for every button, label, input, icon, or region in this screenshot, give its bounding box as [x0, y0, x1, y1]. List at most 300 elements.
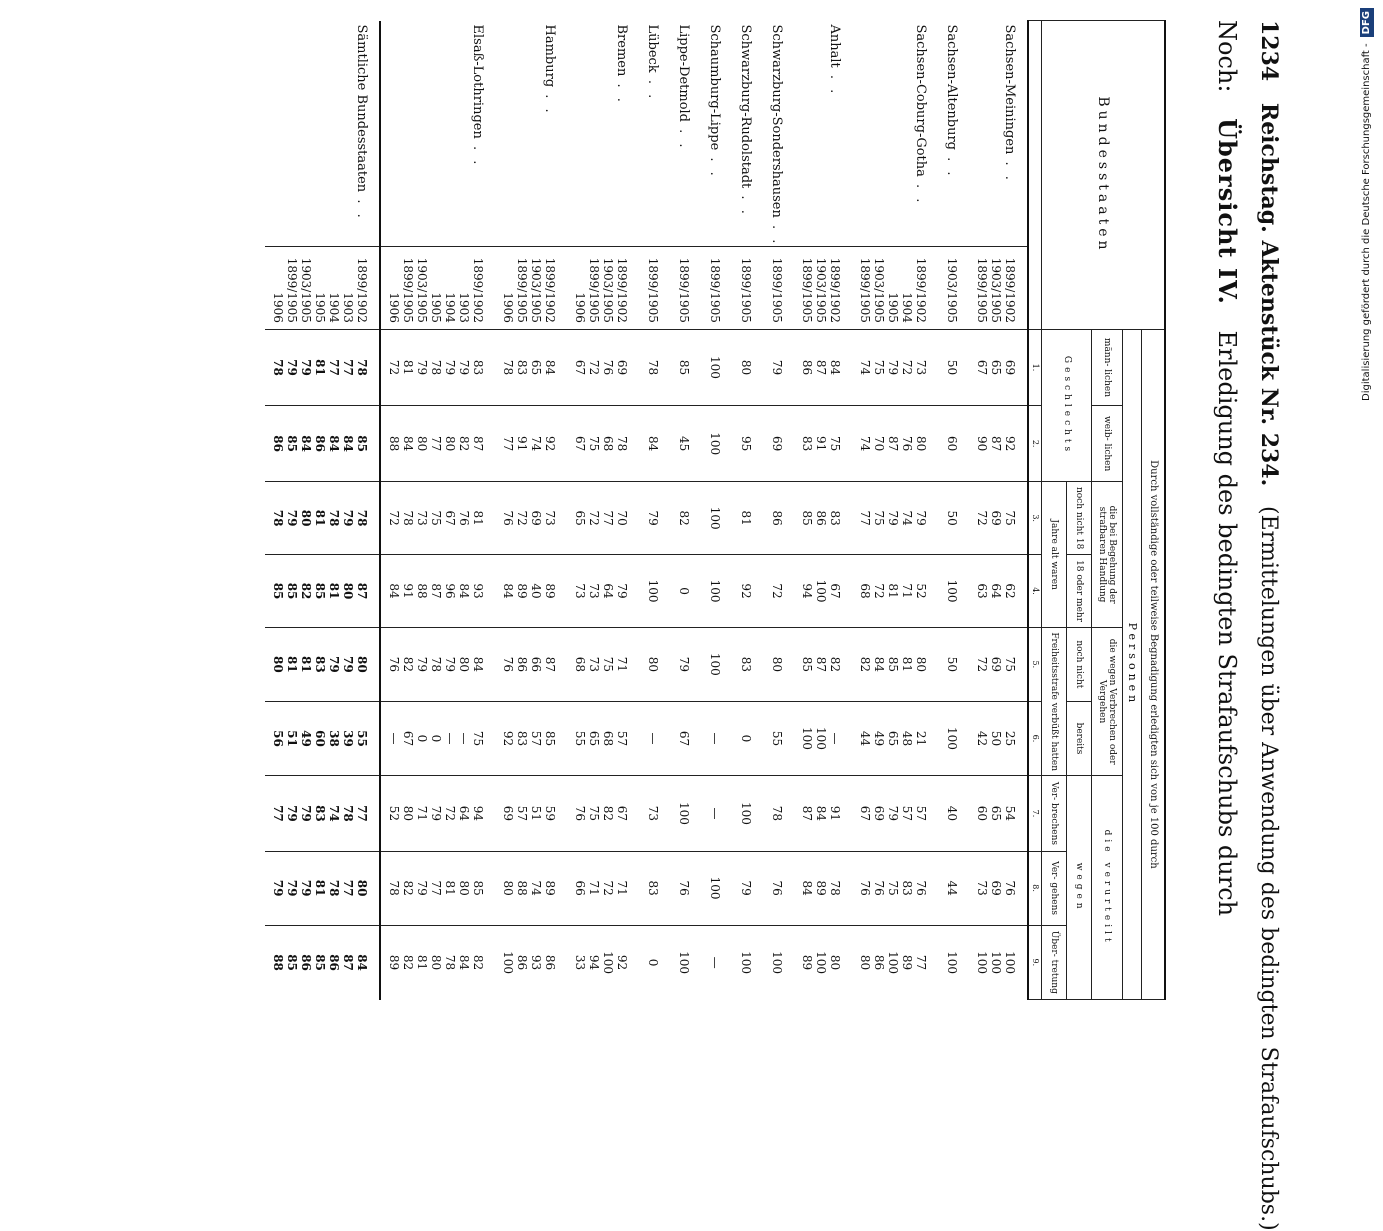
value-cell: [670, 776, 701, 851]
column-number: 5.: [1028, 628, 1042, 702]
value: 44: [858, 730, 872, 747]
year-label: 1899/1905: [800, 257, 814, 323]
value-cell: [938, 925, 969, 999]
value: 40: [529, 583, 543, 599]
value-cell: [639, 329, 670, 405]
value: 67: [573, 436, 587, 452]
value-cell: [639, 851, 670, 925]
value: 77: [429, 880, 443, 896]
value: 84: [387, 583, 401, 599]
value-cell: [670, 406, 701, 482]
state-label: Sämtliche Bundesstaaten: [354, 24, 369, 193]
value: 49: [872, 730, 886, 747]
value: 100: [814, 951, 828, 975]
value: 88: [415, 583, 429, 599]
value: 67: [975, 359, 989, 376]
value: 78: [429, 656, 443, 672]
value: 74: [900, 510, 914, 526]
header-wegen: wegen: [1067, 776, 1092, 1000]
value-cell: [567, 482, 639, 555]
column-number: 4.: [1028, 555, 1042, 628]
value: 86: [872, 954, 886, 971]
year-label: 1904: [900, 292, 914, 323]
value: 85: [285, 954, 299, 971]
value: 87: [814, 359, 828, 376]
value: 79: [615, 583, 629, 599]
value: 100: [975, 951, 989, 975]
value: 69: [989, 880, 1003, 896]
value: 86: [515, 954, 529, 971]
value: 64: [989, 583, 1003, 599]
value: 76: [573, 805, 587, 822]
year-label: 1904: [443, 292, 457, 323]
state-label: Schwarzburg-Sondershausen: [769, 24, 784, 218]
value-cell: [495, 406, 567, 482]
value: 80: [739, 359, 753, 376]
value: 86: [543, 954, 557, 971]
value: 78: [429, 359, 443, 376]
value-cell: [852, 776, 938, 851]
value: 72: [872, 583, 886, 599]
value: 86: [800, 359, 814, 376]
value: 78: [770, 805, 784, 822]
value-cell: [938, 776, 969, 851]
value: 77: [271, 805, 285, 822]
value: 84: [501, 583, 515, 599]
credit-strip: [1356, 8, 1378, 988]
value: 84: [828, 359, 842, 376]
value: 81: [285, 655, 299, 673]
header-line1: [1256, 20, 1282, 1231]
value-cell: [265, 555, 380, 628]
value: 87: [355, 582, 369, 600]
value: 79: [886, 510, 900, 526]
state-label: Lippe-Detmold: [676, 24, 691, 122]
value: 79: [770, 359, 784, 376]
value-cell: [969, 555, 1028, 628]
value-cell: [639, 406, 670, 482]
table-row: [794, 21, 852, 1000]
value: 81: [900, 656, 914, 672]
year-range: [265, 247, 380, 329]
value: 78: [271, 359, 285, 376]
header-maennlichen: männ- lichen: [1092, 329, 1123, 405]
value: 84: [457, 583, 471, 599]
value: 33: [573, 954, 587, 971]
value: 100: [1003, 951, 1017, 975]
value: 67: [677, 730, 691, 747]
year-label: 1899/1905: [646, 257, 660, 323]
value: 86: [770, 510, 784, 526]
year-range: [938, 247, 969, 329]
value: 73: [415, 510, 429, 526]
value-cell: [639, 482, 670, 555]
value: 89: [800, 954, 814, 971]
value: 79: [886, 359, 900, 376]
value: 75: [872, 510, 886, 526]
header-uebersicht: Übersicht IV.: [1213, 118, 1242, 305]
value: 79: [646, 510, 660, 526]
value: 57: [529, 730, 543, 747]
value-cell: [639, 925, 670, 999]
value: 100: [739, 801, 753, 825]
value: 94: [471, 805, 485, 822]
value: 84: [872, 656, 886, 672]
value-cell: [670, 628, 701, 702]
value: 89: [543, 583, 557, 599]
value: 80: [443, 436, 457, 452]
value-cell: [732, 701, 763, 776]
value: 72: [587, 510, 601, 526]
value: 71: [587, 880, 601, 896]
state-name: Schaumburg-Lippe . .: [707, 24, 722, 179]
value: 78: [327, 509, 341, 527]
value: 83: [646, 880, 660, 896]
value: 79: [429, 805, 443, 822]
value: 50: [945, 656, 959, 672]
value-cell: [380, 628, 495, 702]
year-label: 1899/1902: [355, 257, 369, 323]
header-jahre-alt: Jahre alt waren: [1042, 482, 1067, 628]
value-cell: [763, 925, 794, 999]
value-cell: [794, 406, 852, 482]
value-cell: [380, 406, 495, 482]
value: 85: [800, 510, 814, 526]
state-label: Sachsen-Coburg-Gotha: [913, 24, 928, 177]
value: 75: [429, 510, 443, 526]
value-cell: [701, 555, 732, 628]
value: 67: [401, 730, 415, 747]
value: 100: [708, 876, 722, 900]
value: 65: [989, 359, 1003, 376]
value: 77: [327, 359, 341, 376]
value-cell: [763, 701, 794, 776]
value-cell: [969, 925, 1028, 999]
value: 86: [313, 435, 327, 452]
value-cell: [265, 482, 380, 555]
value: 79: [914, 510, 928, 526]
value: 25: [1003, 730, 1017, 747]
value-cell: [938, 329, 969, 405]
value: 83: [515, 730, 529, 747]
value-cell: [495, 925, 567, 999]
header-durch: Durch vollständige oder teilweise Begnadigung erledigten sich von je 100 durch: [1142, 329, 1166, 999]
header-subject: (Ermittelungen über Anwendung des bedingten Strafaufschubs.): [1256, 506, 1281, 1231]
year-label: 1903: [457, 292, 471, 323]
value-cell: [732, 482, 763, 555]
value: 85: [800, 656, 814, 672]
value: 94: [587, 954, 601, 971]
value-cell: [670, 701, 701, 776]
value: 79: [341, 655, 355, 673]
value: 84: [355, 954, 369, 971]
value: 60: [945, 436, 959, 452]
year-label: 1899/1905: [858, 257, 872, 323]
value-cell: [495, 555, 567, 628]
value: 39: [341, 730, 355, 747]
value: 84: [471, 656, 485, 672]
value: 81: [313, 879, 327, 897]
value: 81: [886, 583, 900, 599]
value: 52: [387, 805, 401, 822]
value: 79: [299, 805, 313, 822]
value: 0: [429, 734, 443, 743]
value: 76: [770, 880, 784, 896]
value: 81: [443, 880, 457, 896]
year-range: [567, 247, 639, 329]
value: 87: [814, 656, 828, 672]
value: 79: [271, 879, 285, 897]
value: 73: [587, 583, 601, 599]
value-cell: [938, 555, 969, 628]
year-range: [852, 247, 938, 329]
value: 79: [299, 879, 313, 897]
state-name: Lippe-Detmold . .: [676, 24, 691, 151]
year-range: [701, 247, 732, 329]
header-noch-nicht-18: noch nicht 18: [1067, 482, 1092, 555]
state-name: Schwarzburg-Rudolstadt . .: [738, 24, 753, 217]
value-cell: [938, 406, 969, 482]
value: 78: [341, 805, 355, 822]
header-die-verurteilt: die verurteilt: [1092, 776, 1123, 1000]
column-number: 1.: [1028, 329, 1042, 405]
value: 72: [515, 510, 529, 526]
year-label: 1903/1905: [945, 257, 959, 323]
value: 100: [708, 579, 722, 603]
value: 76: [601, 359, 615, 376]
value: 84: [800, 880, 814, 896]
value: 87: [543, 656, 557, 672]
state-label: Elsaß-Lothringen: [470, 24, 485, 139]
value: 78: [501, 359, 515, 376]
value: 65: [886, 730, 900, 747]
value-cell: [701, 329, 732, 405]
column-number: 8.: [1028, 851, 1042, 925]
value: 51: [285, 730, 299, 747]
value: 82: [401, 656, 415, 672]
value-cell: [567, 555, 639, 628]
value: 75: [587, 436, 601, 452]
value: 68: [573, 656, 587, 672]
year-label: 1899/1905: [739, 257, 753, 323]
value: 100: [677, 951, 691, 975]
header-freiheitsstrafe: Freiheitsstrafe verbüßt hatten: [1042, 628, 1067, 776]
statistics-table: [265, 20, 1166, 1000]
table-row: [639, 21, 670, 1000]
value: 77: [355, 805, 369, 822]
value: 80: [429, 954, 443, 971]
header-bereits: bereits: [1067, 701, 1092, 776]
value-cell: [380, 776, 495, 851]
value: 67: [828, 583, 842, 599]
value: 73: [914, 359, 928, 376]
value: 73: [543, 510, 557, 526]
value: 75: [872, 359, 886, 376]
value: 77: [341, 359, 355, 376]
table-row: [732, 21, 763, 1000]
header-noch: Noch:: [1213, 20, 1241, 93]
value: 76: [387, 656, 401, 672]
value: 76: [457, 510, 471, 526]
table-row: [969, 21, 1028, 1000]
value: 66: [529, 656, 543, 672]
value: 72: [900, 359, 914, 376]
value-cell: [639, 701, 670, 776]
value: 55: [770, 730, 784, 747]
value: 69: [529, 510, 543, 526]
state-name: Bremen . .: [614, 24, 629, 105]
value: 80: [341, 582, 355, 600]
value: 75: [1003, 656, 1017, 672]
year-label: 1903/1905: [415, 257, 429, 323]
value: 80: [401, 805, 415, 822]
value: 69: [501, 805, 515, 822]
year-label: 1905: [313, 292, 327, 323]
value: 72: [387, 359, 401, 376]
value-cell: [380, 925, 495, 999]
value: 87: [471, 436, 485, 452]
value: 80: [415, 436, 429, 452]
value-cell: [732, 925, 763, 999]
value: 84: [457, 954, 471, 971]
value: 77: [914, 954, 928, 971]
table-row: [380, 21, 495, 1000]
year-label: 1904: [327, 292, 341, 323]
value: 68: [858, 583, 872, 599]
value: 75: [886, 880, 900, 896]
value: 74: [327, 805, 341, 822]
table-row: [567, 21, 639, 1000]
header-numbers-blank: [1028, 21, 1042, 330]
value: 100: [708, 652, 722, 676]
value: 77: [501, 436, 515, 452]
value: 93: [471, 583, 485, 599]
value: 79: [415, 880, 429, 896]
value: 79: [443, 656, 457, 672]
header-bundesstaaten: Bundesstaaten: [1042, 21, 1166, 330]
year-range: [670, 247, 701, 329]
value: 63: [975, 583, 989, 599]
year-label: 1906: [501, 292, 515, 323]
year-label: 1899/1905: [975, 257, 989, 323]
value-cell: [852, 329, 938, 405]
value: 69: [989, 656, 1003, 672]
value: 96: [443, 583, 457, 599]
value-cell: [495, 329, 567, 405]
value: 50: [945, 510, 959, 526]
value: 40: [945, 805, 959, 822]
year-label: 1903/1905: [601, 257, 615, 323]
table-row: [670, 21, 701, 1000]
value: 88: [271, 954, 285, 971]
value: 100: [814, 727, 828, 750]
header-uebertretung: Über- tretung: [1042, 925, 1067, 999]
value: 72: [770, 583, 784, 599]
value: 76: [900, 436, 914, 452]
value: 73: [646, 805, 660, 822]
page-header: [1202, 20, 1282, 1231]
value: 86: [814, 510, 828, 526]
value: —: [708, 807, 722, 820]
year-label: 1899/1902: [914, 257, 928, 323]
year-label: 1903/1905: [872, 257, 886, 323]
value-cell: [639, 776, 670, 851]
value: 88: [515, 880, 529, 896]
value: 79: [327, 655, 341, 673]
value: 83: [828, 510, 842, 526]
value: 76: [858, 880, 872, 896]
value: 60: [975, 805, 989, 822]
value: 67: [615, 805, 629, 822]
value: 79: [285, 359, 299, 376]
year-label: 1903/1905: [814, 257, 828, 323]
value: 77: [601, 510, 615, 526]
value-cell: [701, 406, 732, 482]
value: 79: [415, 656, 429, 672]
value: 45: [677, 436, 691, 452]
value: 52: [914, 583, 928, 599]
year-label: 1899/1905: [285, 257, 299, 323]
value: 83: [900, 880, 914, 896]
value: 92: [615, 954, 629, 971]
state-name: Schwarzburg-Sondershausen . .: [769, 24, 784, 247]
value: 57: [900, 805, 914, 822]
value: 76: [677, 880, 691, 896]
column-number: 6.: [1028, 701, 1042, 776]
column-number: 9.: [1028, 925, 1042, 999]
state-name: Sachsen-Coburg-Gotha . .: [913, 24, 928, 206]
value: 69: [615, 359, 629, 376]
value-cell: [732, 406, 763, 482]
state-label: Anhalt: [827, 24, 842, 68]
value: 72: [443, 805, 457, 822]
value: 65: [989, 805, 1003, 822]
value-cell: [567, 628, 639, 702]
value: 80: [914, 436, 928, 452]
value: 92: [739, 583, 753, 599]
value-cell: [938, 701, 969, 776]
year-label: 1906: [573, 292, 587, 323]
value: 79: [285, 509, 299, 527]
value: 83: [800, 436, 814, 452]
value-cell: [852, 628, 938, 702]
value: 71: [615, 880, 629, 896]
state-label: Hamburg: [542, 24, 557, 88]
value: 91: [814, 436, 828, 452]
value: 81: [471, 510, 485, 526]
table-row: [938, 21, 969, 1000]
value: 89: [515, 583, 529, 599]
value-cell: [567, 851, 639, 925]
header-title: Erledigung des bedingten Strafaufschubs durch: [1213, 330, 1241, 917]
value: 78: [828, 880, 842, 896]
state-label: Sachsen-Meiningen: [1002, 24, 1017, 155]
value: 83: [515, 359, 529, 376]
value: 72: [587, 359, 601, 376]
value-cell: [380, 851, 495, 925]
value: 100: [945, 951, 959, 975]
value: 78: [646, 359, 660, 376]
value-cell: [732, 329, 763, 405]
value-cell: [265, 776, 380, 851]
value: 100: [886, 951, 900, 975]
value: 69: [770, 436, 784, 452]
value-cell: [969, 329, 1028, 405]
value-cell: [938, 628, 969, 702]
value: 71: [415, 805, 429, 822]
value: 85: [313, 954, 327, 971]
value: 75: [1003, 510, 1017, 526]
